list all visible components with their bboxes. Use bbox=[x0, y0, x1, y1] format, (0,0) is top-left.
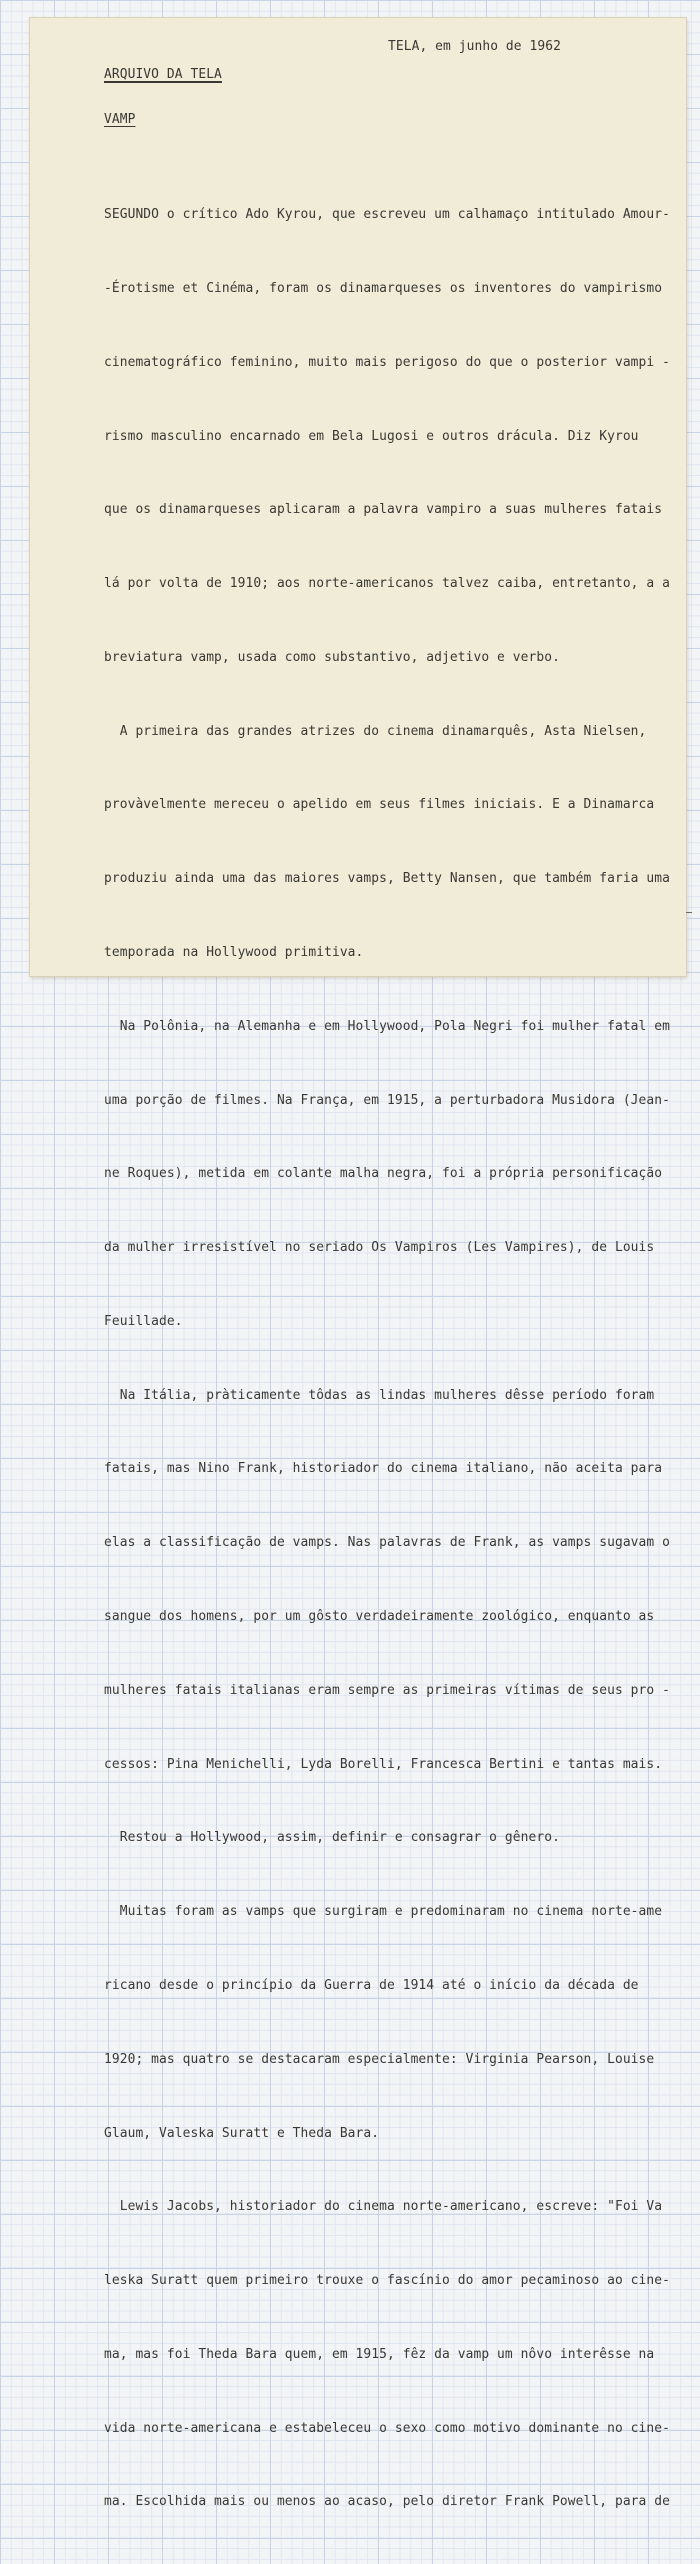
body-line: Na Itália, pràticamente tôdas as lindas mulheres dêsse período foram bbox=[104, 1387, 655, 1403]
body-line: -Érotisme et Cinéma, foram os dinamarqueses os inventores do vampirismo bbox=[104, 280, 663, 296]
body-line: ne Roques), metida em colante malha negra, foi a própria personificação bbox=[104, 1166, 663, 1182]
body-line: provàvelmente mereceu o apelido em seus filmes iniciais. E a Dinamarca bbox=[104, 797, 655, 813]
body-line: Restou a Hollywood, assim, definir e consagrar o gênero. bbox=[104, 1830, 560, 1846]
body-line: A primeira das grandes atrizes do cinema dinamarquês, Asta Nielsen, bbox=[104, 723, 647, 739]
body-line: SEGUNDO o crítico Ado Kyrou, que escreveu um calhamaço intitulado Amour- bbox=[104, 207, 670, 223]
body-line: lá por volta de 1910; aos norte-americanos talvez caiba, entretanto, a a bbox=[104, 576, 670, 592]
body-line: cessos: Pina Menichelli, Lyda Borelli, Francesca Bertini e tantas mais. bbox=[104, 1756, 663, 1772]
article-title: VAMP bbox=[104, 112, 136, 127]
body-line: ricano desde o princípio da Guerra de 1914 até o início da década de bbox=[104, 1977, 639, 1993]
article-body bbox=[104, 154, 680, 2564]
body-line: leska Suratt quem primeiro trouxe o fascínio do amor pecaminoso ao cine- bbox=[104, 2273, 670, 2289]
body-line: vida norte-americana e estabeleceu o sexo como motivo dominante no cine- bbox=[104, 2420, 670, 2436]
typewritten-page bbox=[30, 18, 686, 2510]
grid-margin-mark bbox=[686, 912, 692, 913]
body-line: elas a classificação de vamps. Nas palavras de Frank, as vamps sugavam o bbox=[104, 1535, 670, 1551]
body-line: mulheres fatais italianas eram sempre as primeiras vítimas de seus pro - bbox=[104, 1682, 670, 1698]
body-line: ma, mas foi Theda Bara quem, em 1915, fêz da vamp um nôvo interêsse na bbox=[104, 2346, 655, 2362]
body-line: temporada na Hollywood primitiva. bbox=[104, 945, 364, 960]
body-line: sangue dos homens, por um gôsto verdadeiramente zoológico, enquanto as bbox=[104, 1609, 655, 1625]
body-line: cinematográfico feminino, muito mais perigoso do que o posterior vampi - bbox=[104, 354, 670, 370]
body-line: Glaum, Valeska Suratt e Theda Bara. bbox=[104, 2125, 380, 2141]
body-line: Lewis Jacobs, historiador do cinema norte-americano, escreve: "Foi Va bbox=[104, 2199, 663, 2215]
body-line: 1920; mas quatro se destacaram especialmente: Virginia Pearson, Louise bbox=[104, 2051, 655, 2067]
body-line: breviatura vamp, usada como substantivo, adjetivo e verbo. bbox=[104, 649, 560, 665]
body-line: fatais, mas Nino Frank, historiador do cinema italiano, não aceita para bbox=[104, 1461, 663, 1477]
body-line: Feuillade. bbox=[104, 1313, 183, 1329]
section-title: ARQUIVO DA TELA bbox=[104, 67, 222, 82]
body-line: uma porção de filmes. Na França, em 1915, a perturbadora Musidora (Jean- bbox=[104, 1092, 670, 1108]
body-line: Na Polônia, na Alemanha e em Hollywood, Pola Negri foi mulher fatal em bbox=[104, 1018, 670, 1034]
body-line: Muitas foram as vamps que surgiram e predominaram no cinema norte-ame bbox=[104, 1904, 663, 1920]
body-line: da mulher irresistível no seriado Os Vampiros (Les Vampires), de Louis bbox=[104, 1240, 655, 1256]
dateline: TELA, em junho de 1962 bbox=[388, 39, 561, 54]
body-line: produziu ainda uma das maiores vamps, Betty Nansen, que também faria uma bbox=[104, 871, 670, 887]
body-line: rismo masculino encarnado em Bela Lugosi e outros drácula. Diz Kyrou bbox=[104, 428, 639, 444]
body-line: ma. Escolhida mais ou menos ao acaso, pelo diretor Frank Powell, para de bbox=[104, 2494, 670, 2510]
body-line: que os dinamarqueses aplicaram a palavra vampiro a suas mulheres fatais bbox=[104, 502, 663, 518]
